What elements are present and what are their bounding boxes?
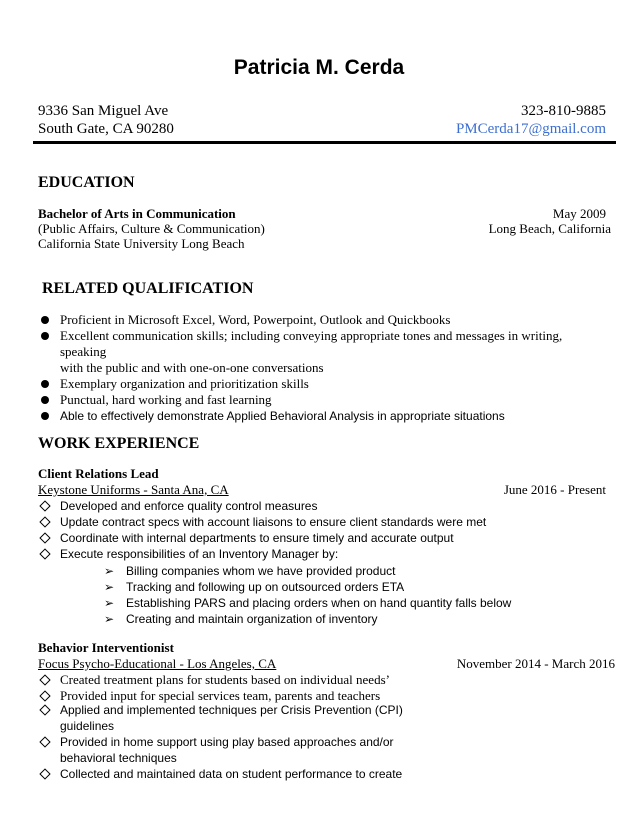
list-item: Excellent communication skills; including conveying appropriate tones and messages in writing, speaking <box>38 328 608 360</box>
diamond-bullet-icon <box>39 674 50 685</box>
diamond-bullet-icon <box>39 736 50 747</box>
graduation-date: May 2009 <box>552 206 606 221</box>
contact-row-1 <box>38 102 606 120</box>
arrow-bullet-icon: ➢ <box>104 564 115 578</box>
arrow-bullet-icon: ➢ <box>104 612 115 626</box>
list-item: Proficient in Microsoft Excel, Word, Powerpoint, Outlook and Quickbooks <box>38 312 608 328</box>
list-item: Coordinate with internal departments to ensure timely and accurate output <box>38 530 608 546</box>
school-name: California State University Long Beach <box>38 236 245 251</box>
phone-number: 323-810-9885 <box>521 103 606 119</box>
email-link[interactable]: PMCerda17@gmail.com <box>455 121 606 137</box>
job-2-bullets-b <box>38 702 608 782</box>
diamond-bullet-icon <box>39 768 50 779</box>
contact-row-2 <box>38 120 606 138</box>
degree: Bachelor of Arts in Communication <box>38 206 236 221</box>
header-divider <box>33 141 616 144</box>
education-heading: EDUCATION <box>38 174 135 191</box>
list-item: ➢ Creating and maintain organization of inventory <box>104 612 378 626</box>
company-name: Keystone Uniforms - Santa Ana, CA <box>38 482 229 497</box>
list-item: ➢ Establishing PARS and placing orders when on hand quantity falls below <box>104 596 512 610</box>
job-title: Behavior Interventionist <box>38 640 174 655</box>
diamond-bullet-icon <box>39 548 50 559</box>
concentration: (Public Affairs, Culture & Communication) <box>38 221 265 236</box>
list-item: Execute responsibilities of an Inventory Manager by: <box>38 546 608 562</box>
bullet-dot-icon <box>41 380 49 388</box>
job-2-bullets-a <box>38 672 608 704</box>
list-item: Applied and implemented techniques per Crisis Prevention (CPI) <box>38 702 608 718</box>
list-item: ➢ Billing companies whom we have provided product <box>104 564 396 578</box>
applicant-name: Patricia M. Cerda <box>233 56 405 79</box>
arrow-bullet-icon: ➢ <box>104 596 115 610</box>
list-item: Provided input for special services team, parents and teachers <box>38 688 608 704</box>
bullet-dot-icon <box>41 332 49 340</box>
list-item-continuation: behavioral techniques <box>60 751 177 765</box>
company-name: Focus Psycho-Educational - Los Angeles, CA <box>38 656 277 671</box>
job-1-title-row <box>38 466 606 482</box>
job-1-company-row <box>38 482 606 498</box>
list-item: Exemplary organization and prioritization skills <box>38 376 608 392</box>
job-1-sub-bullets <box>104 563 604 627</box>
list-item: Able to effectively demonstrate Applied Behavioral Analysis in appropriate situations <box>38 408 608 424</box>
qualifications-heading: RELATED QUALIFICATION <box>42 280 254 297</box>
list-item-continuation: with the public and with one-on-one conversations <box>60 360 324 375</box>
bullet-dot-icon <box>41 316 49 324</box>
list-item: Update contract specs with account liaisons to ensure client standards were met <box>38 514 608 530</box>
diamond-bullet-icon <box>39 516 50 527</box>
education-row-2 <box>38 221 611 237</box>
list-item: Created treatment plans for students based on individual needs’ <box>38 672 608 688</box>
list-item: Developed and enforce quality control measures <box>38 498 608 514</box>
address-line-1: 9336 San Miguel Ave <box>38 103 169 119</box>
education-row-1 <box>38 206 606 222</box>
list-item-continuation: guidelines <box>60 719 115 733</box>
qualifications-list <box>38 312 608 424</box>
job-2-company-row <box>38 656 615 672</box>
arrow-bullet-icon: ➢ <box>104 580 115 594</box>
diamond-bullet-icon <box>39 532 50 543</box>
address-line-2: South Gate, CA 90280 <box>38 121 174 137</box>
education-row-3 <box>38 236 606 252</box>
bullet-dot-icon <box>41 412 49 420</box>
job-title: Client Relations Lead <box>38 466 159 481</box>
diamond-bullet-icon <box>39 690 50 701</box>
list-item: Provided in home support using play based approaches and/or <box>38 734 608 750</box>
job-dates: June 2016 - Present <box>503 482 606 497</box>
job-dates: November 2014 - March 2016 <box>456 656 615 671</box>
list-item: Collected and maintained data on student performance to create <box>38 766 608 782</box>
diamond-bullet-icon <box>39 704 50 715</box>
work-experience-heading: WORK EXPERIENCE <box>38 435 200 452</box>
job-1-bullets <box>38 498 608 562</box>
list-item: ➢ Tracking and following up on outsourced orders ETA <box>104 580 405 594</box>
school-location: Long Beach, California <box>488 221 611 236</box>
diamond-bullet-icon <box>39 500 50 511</box>
job-2-title-row <box>38 640 606 656</box>
bullet-dot-icon <box>41 396 49 404</box>
list-item: Punctual, hard working and fast learning <box>38 392 608 408</box>
